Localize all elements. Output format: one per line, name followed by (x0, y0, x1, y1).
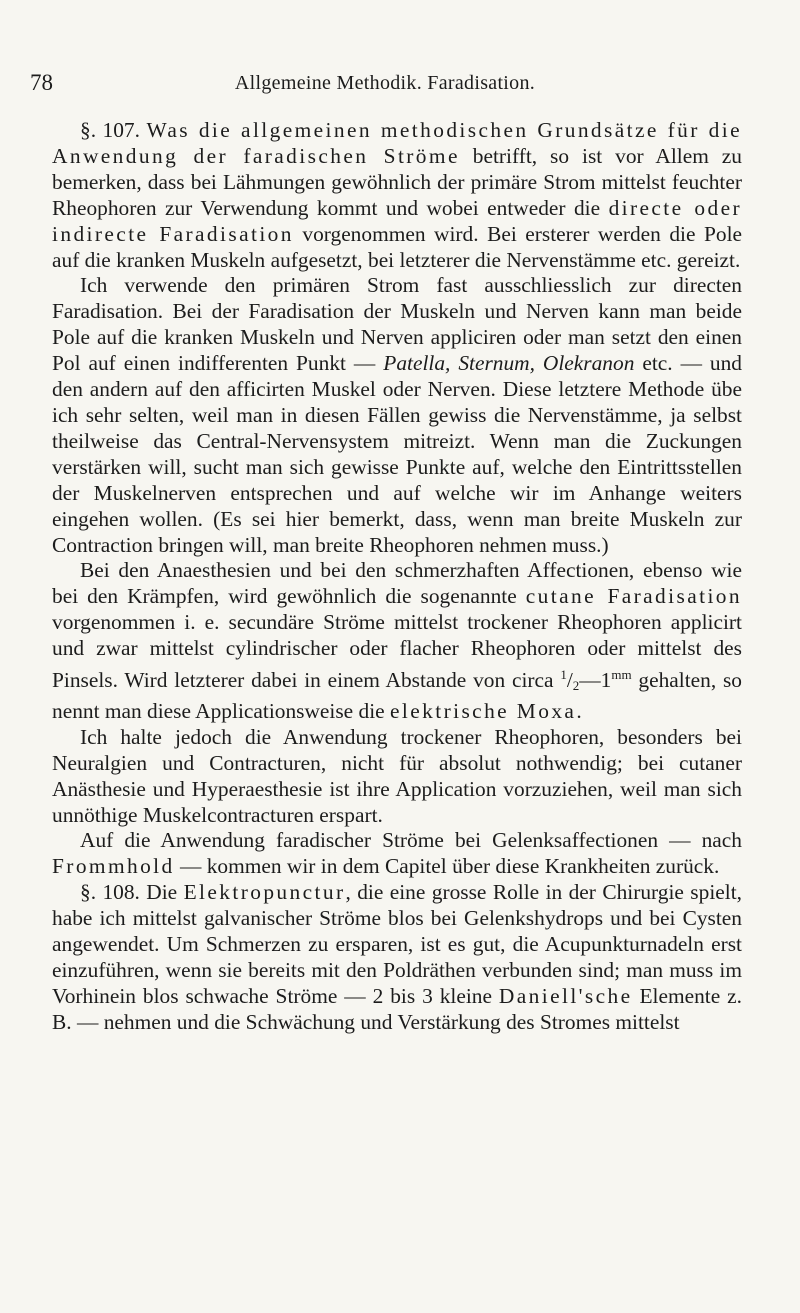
page-header (30, 70, 740, 98)
text-run: gehalten, so nennt man diese Applicationsweise die (52, 668, 742, 723)
text-run: etc. — und den andern auf den afficirten Muskel oder Nerven. Diese letztere Methode übe ich sehr selten, weil man in diesen Fällen gewiss die Nervenstämme, ja selbst theilweise das Central-Nervensystem mitreizt. Wenn man die Zuckungen verstärken will, sucht man sich gewisse Punkte auf, welche den Eintrittsstellen der Muskelnerven entsprechen und auf welche wir im Anhange weiters eingehen wollen. (Es sei hier bemerkt, dass, wenn man breite Muskeln zur Contraction bringen will, man breite Rheophoren nehmen muss.) (52, 351, 742, 557)
text-run: Ich halte jedoch die Anwendung trockener Rheophoren, besonders bei Neuralgien und Contracturen, nicht für absolut nothwendig; bei cutaner Anästhesie und Hyperaesthesie ist ihre Application vorzuziehen, weil man sich unnöthige Muskelcontracturen erspart. (52, 724, 742, 827)
paragraph-primary-current (52, 273, 742, 558)
text-run: Bei den Anaesthesien und bei den schmerzhaften Affectionen, ebenso wie bei den Krämpfen, wird gewöhnlich die sogenannte (52, 558, 742, 609)
emphasis-text: Was die allgemeinen methodischen Grundsätze für die Anwendung der faradischen Ströme (52, 118, 743, 168)
emphasis-text: elektrische Moxa (390, 698, 577, 723)
paragraph-anaesthesia: Bei den Anaesthesien und bei den schmerzhaften Affectionen, ebenso wie bei den Krämpfen, wird gewöhnlich die sogenannte cutane Faradisation vorgenommen i. e. secundäre Ströme mittelst trockener Rheophoren applicirt und zwar mittelst cylindrischer oder flacher Rheophoren oder mittelst des Pinsels. Wird letzterer dabei in einem Abstande von circa $^1/_2—1^{mm}$ gehalten, so nennt man diese Applicationsweise die elektrische Moxa. (52, 558, 742, 723)
emphasis-text: cutane Faradisation (525, 584, 742, 609)
section-marker: §. 107. (80, 118, 147, 142)
emphasis-text: Frommhold (52, 854, 175, 879)
paragraph-dry-rheophores (52, 725, 742, 829)
emphasis-text: Elektropunctur (183, 880, 346, 905)
fraction-numerator: 1 (560, 667, 567, 683)
emphasis-text: Daniell'sche (498, 983, 633, 1008)
text-run: Elemente z. B. — nehmen und die Schwächung und Verstärkung des Stromes mittelst (52, 983, 742, 1034)
text-run: , die eine grosse Rolle in der Chirurgie spielt, habe ich mittelst galvanischer Ströme blos bei Gelenkshydrops und bei Cysten angewendet. Um Schmerzen zu ersparen, ist es gut, die Acupunkturnadeln erst einzuführen, wenn sie bereits mit den Poldräthen verbunden sind; man muss im Vorhinein blos schwache Ströme — 2 bis 3 kleine (52, 880, 743, 1008)
text-run: betrifft, so ist vor Allem zu bemerken, dass bei Lähmungen gewöhnlich der primäre Strom mittelst feuchter Rheophoren zur Verwendung kommt und wobei entweder die (52, 143, 742, 220)
text-run: —1 (579, 668, 612, 693)
paragraph-joint-affections (52, 828, 742, 880)
running-head: Allgemeine Methodik. Faradisation. (234, 72, 536, 94)
text-run: vorgenommen wird. Bei ersterer werden die Pole auf die kranken Muskeln aufgesetzt, bei letzterer die Nervenstämme etc. gereizt. (52, 221, 742, 272)
text-run: Ich verwende den primären Strom fast ausschliesslich zur directen Faradisation. Bei der Faradisation der Muskeln und Nerven kann man beide Pole auf die kranken Muskeln und Nerven appliciren oder man setzt den einen Pol auf einen indifferenten Punkt — (52, 273, 742, 376)
text-run: vorgenommen i. e. secundäre Ströme mittelst trockener Rheophoren applicirt und zwar mittelst cylindrischer oder flacher Rheophoren oder mittelst des Pinsels. Wird letzterer dabei in einem Abstande von circa (52, 610, 742, 693)
paragraph-108 (52, 880, 742, 1035)
page-number: 78 (30, 70, 53, 95)
unit-superscript: mm (611, 667, 632, 683)
text-run: . (576, 698, 582, 723)
paragraph-107 (52, 118, 742, 273)
italic-text: Patella, Sternum, Olekranon (383, 351, 635, 376)
emphasis-text: directe oder indirecte Faradisation (52, 195, 742, 246)
section-marker: §. 108. Die (80, 880, 184, 905)
text-run: Auf die Anwendung faradischer Ströme bei Gelenksaffectionen — nach (80, 828, 742, 853)
fraction-denominator: 2 (572, 678, 580, 694)
body-text (52, 118, 742, 1036)
text-run: — kommen wir in dem Capitel über diese Krankheiten zurück. (174, 854, 720, 879)
